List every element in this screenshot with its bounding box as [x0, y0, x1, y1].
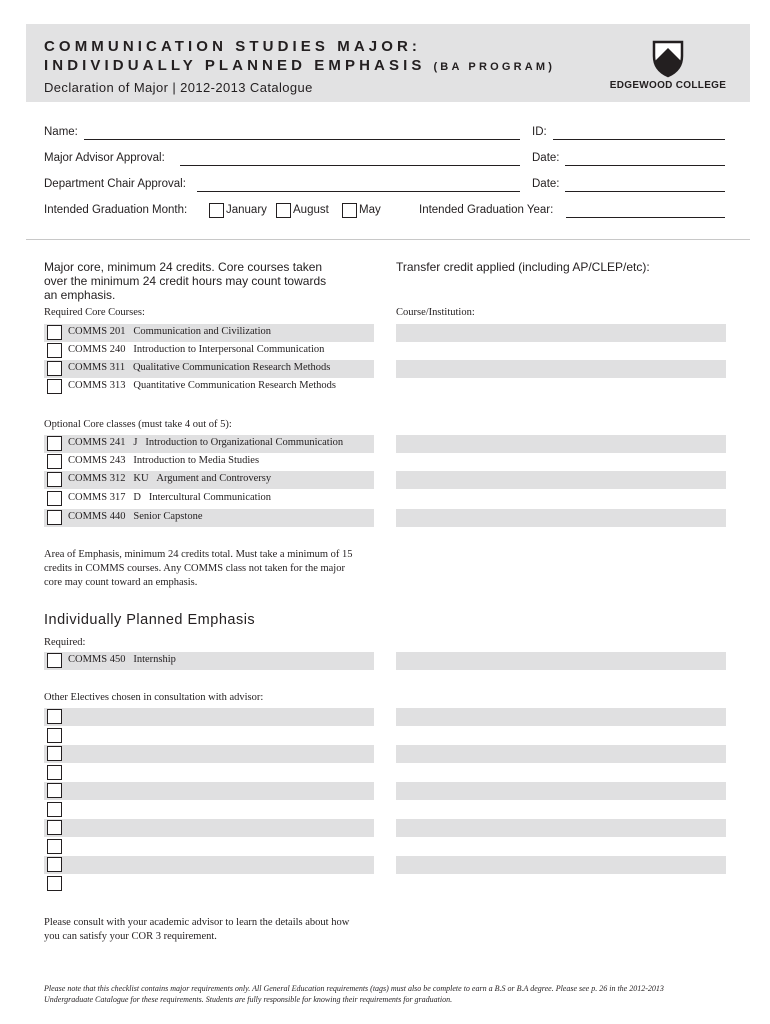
transfer-field[interactable] [396, 509, 726, 527]
course-checkbox[interactable] [47, 436, 62, 451]
elective-row [44, 782, 374, 800]
elective-checkbox[interactable] [47, 839, 62, 854]
course-text [68, 511, 202, 522]
may-label: May [359, 204, 381, 216]
chair-field[interactable] [197, 191, 520, 192]
footer-note [44, 983, 734, 1005]
course-title: Quantitative Communication Research Methods [133, 380, 337, 391]
transfer-field[interactable] [396, 435, 726, 453]
table-row [44, 471, 374, 489]
january-checkbox[interactable] [209, 203, 224, 218]
elective-checkbox[interactable] [47, 746, 62, 761]
elective-row [44, 745, 374, 763]
advisor-label: Major Advisor Approval: [44, 152, 165, 164]
grad-year-field[interactable] [566, 217, 725, 218]
transfer-field[interactable] [396, 782, 726, 800]
course-title: Senior Capstone [133, 511, 203, 522]
course-checkbox[interactable] [47, 379, 62, 394]
course-text [68, 326, 271, 337]
course-code: COMMS 312 [68, 473, 126, 484]
elective-checkbox[interactable] [47, 876, 62, 891]
course-code: COMMS 311 [68, 362, 126, 373]
table-row [44, 652, 374, 670]
transfer-field[interactable] [396, 360, 726, 378]
section-divider [26, 239, 750, 240]
course-checkbox[interactable] [47, 454, 62, 469]
elective-checkbox[interactable] [47, 728, 62, 743]
may-checkbox[interactable] [342, 203, 357, 218]
transfer-field[interactable] [396, 745, 726, 763]
transfer-field[interactable] [396, 324, 726, 342]
course-text [68, 473, 271, 484]
emphasis-intro [44, 548, 353, 590]
date-label-1: Date: [532, 152, 560, 164]
course-title: Introduction to Media Studies [133, 455, 260, 466]
elective-row [44, 727, 374, 745]
transfer-field[interactable] [396, 819, 726, 837]
course-institution-label: Course/Institution: [396, 307, 475, 318]
course-tag: D [133, 492, 141, 503]
name-field[interactable] [84, 139, 520, 140]
transfer-field[interactable] [396, 708, 726, 726]
core-intro-line: Major core, minimum 24 credits. Core courses taken [44, 260, 323, 274]
table-row [44, 435, 374, 453]
course-code: COMMS 243 [68, 455, 126, 466]
emphasis-intro-line: Area of Emphasis, minimum 24 credits total. Must take a minimum of 15 [44, 549, 353, 560]
emphasis-intro-line: credits in COMMS courses. Any COMMS class not taken for the major [44, 563, 345, 574]
transfer-field[interactable] [396, 856, 726, 874]
course-text [68, 455, 259, 466]
header-banner [26, 24, 750, 102]
course-checkbox[interactable] [47, 472, 62, 487]
table-row [44, 490, 374, 508]
course-text [68, 437, 343, 448]
title-line-2 [44, 57, 555, 74]
optional-core-label: Optional Core classes (must take 4 out of 5): [44, 419, 232, 430]
consult-line: Please consult with your academic advisor to learn the details about how [44, 917, 350, 928]
shield-icon [650, 40, 686, 78]
course-title: Qualitative Communication Research Methods [132, 362, 331, 373]
table-row [44, 342, 374, 360]
course-code: COMMS 241 [68, 437, 126, 448]
core-intro-line: over the minimum 24 credit hours may count towards [44, 274, 327, 288]
advisor-field[interactable] [180, 165, 520, 166]
emphasis-heading: Individually Planned Emphasis [44, 612, 256, 628]
chair-label: Department Chair Approval: [44, 178, 186, 190]
grad-year-label: Intended Graduation Year: [419, 204, 554, 216]
required-core-label: Required Core Courses: [44, 307, 145, 318]
course-checkbox[interactable] [47, 361, 62, 376]
course-title: Intercultural Communication [148, 492, 272, 503]
course-text [68, 380, 336, 391]
grad-month-label: Intended Graduation Month: [44, 204, 188, 216]
date-label-2: Date: [532, 178, 560, 190]
consult-line: you can satisfy your COR 3 requirement. [44, 931, 217, 942]
elective-checkbox[interactable] [47, 857, 62, 872]
course-checkbox[interactable] [47, 343, 62, 358]
table-row [44, 360, 374, 378]
course-title: Internship [133, 654, 176, 665]
course-checkbox[interactable] [47, 325, 62, 340]
subtitle: Declaration of Major | 2012-2013 Catalogue [44, 80, 313, 95]
transfer-field[interactable] [396, 652, 726, 670]
title-emphasis: INDIVIDUALLY PLANNED EMPHASIS [44, 57, 426, 74]
transfer-field[interactable] [396, 471, 726, 489]
course-text [68, 492, 271, 503]
course-code: COMMS 440 [68, 511, 126, 522]
course-title: Introduction to Organizational Communication [145, 437, 344, 448]
core-intro [44, 260, 326, 302]
course-title: Communication and Civilization [133, 326, 272, 337]
electives-label: Other Electives chosen in consultation with advisor: [44, 692, 264, 703]
college-logo [608, 40, 728, 96]
course-checkbox[interactable] [47, 653, 62, 668]
logo-text: EDGEWOOD COLLEGE [609, 80, 727, 91]
elective-row [44, 801, 374, 819]
course-text [68, 362, 330, 373]
date-field-2[interactable] [565, 191, 725, 192]
course-text [68, 654, 176, 665]
core-intro-line: an emphasis. [44, 288, 116, 302]
elective-row [44, 819, 374, 837]
august-checkbox[interactable] [276, 203, 291, 218]
elective-row [44, 838, 374, 856]
course-code: COMMS 317 [68, 492, 126, 503]
course-tag: KU [133, 473, 149, 484]
january-label: January [226, 204, 267, 216]
elective-checkbox[interactable] [47, 783, 62, 798]
course-code: COMMS 450 [68, 654, 126, 665]
table-row [44, 453, 374, 471]
elective-row [44, 875, 374, 893]
elective-row [44, 708, 374, 726]
course-checkbox[interactable] [47, 491, 62, 506]
emphasis-required-label: Required: [44, 637, 86, 648]
name-label: Name: [44, 126, 78, 138]
course-checkbox[interactable] [47, 510, 62, 525]
elective-checkbox[interactable] [47, 765, 62, 780]
emphasis-intro-line: core may count toward an emphasis. [44, 577, 198, 588]
course-code: COMMS 240 [68, 344, 126, 355]
consult-note [44, 916, 349, 944]
table-row [44, 378, 374, 396]
transfer-heading: Transfer credit applied (including AP/CLEP/etc): [396, 260, 650, 274]
id-label: ID: [532, 126, 547, 138]
table-row [44, 509, 374, 527]
course-title: Argument and Controversy [156, 473, 272, 484]
date-field-1[interactable] [565, 165, 725, 166]
id-field[interactable] [553, 139, 725, 140]
footer-line: Undergraduate Catalogue for these requirements. Students are fully responsible for knowing their requirements for graduation. [44, 995, 453, 1004]
course-tag: J [133, 437, 138, 448]
elective-checkbox[interactable] [47, 709, 62, 724]
course-code: COMMS 201 [68, 326, 126, 337]
program-label: (BA PROGRAM) [433, 61, 556, 73]
course-title: Introduction to Interpersonal Communication [133, 344, 325, 355]
course-text [68, 344, 324, 355]
footer-line: Please note that this checklist contains major requirements only. All General Education requirements (tags) must also be complete to earn a B.S or B.A degree. Please see p. 26 in the 2012-2013 [44, 984, 664, 993]
elective-row [44, 856, 374, 874]
elective-row [44, 764, 374, 782]
elective-checkbox[interactable] [47, 820, 62, 835]
course-code: COMMS 313 [68, 380, 126, 391]
elective-checkbox[interactable] [47, 802, 62, 817]
table-row [44, 324, 374, 342]
august-label: August [293, 204, 329, 216]
title-line-1: COMMUNICATION STUDIES MAJOR: [44, 38, 422, 55]
